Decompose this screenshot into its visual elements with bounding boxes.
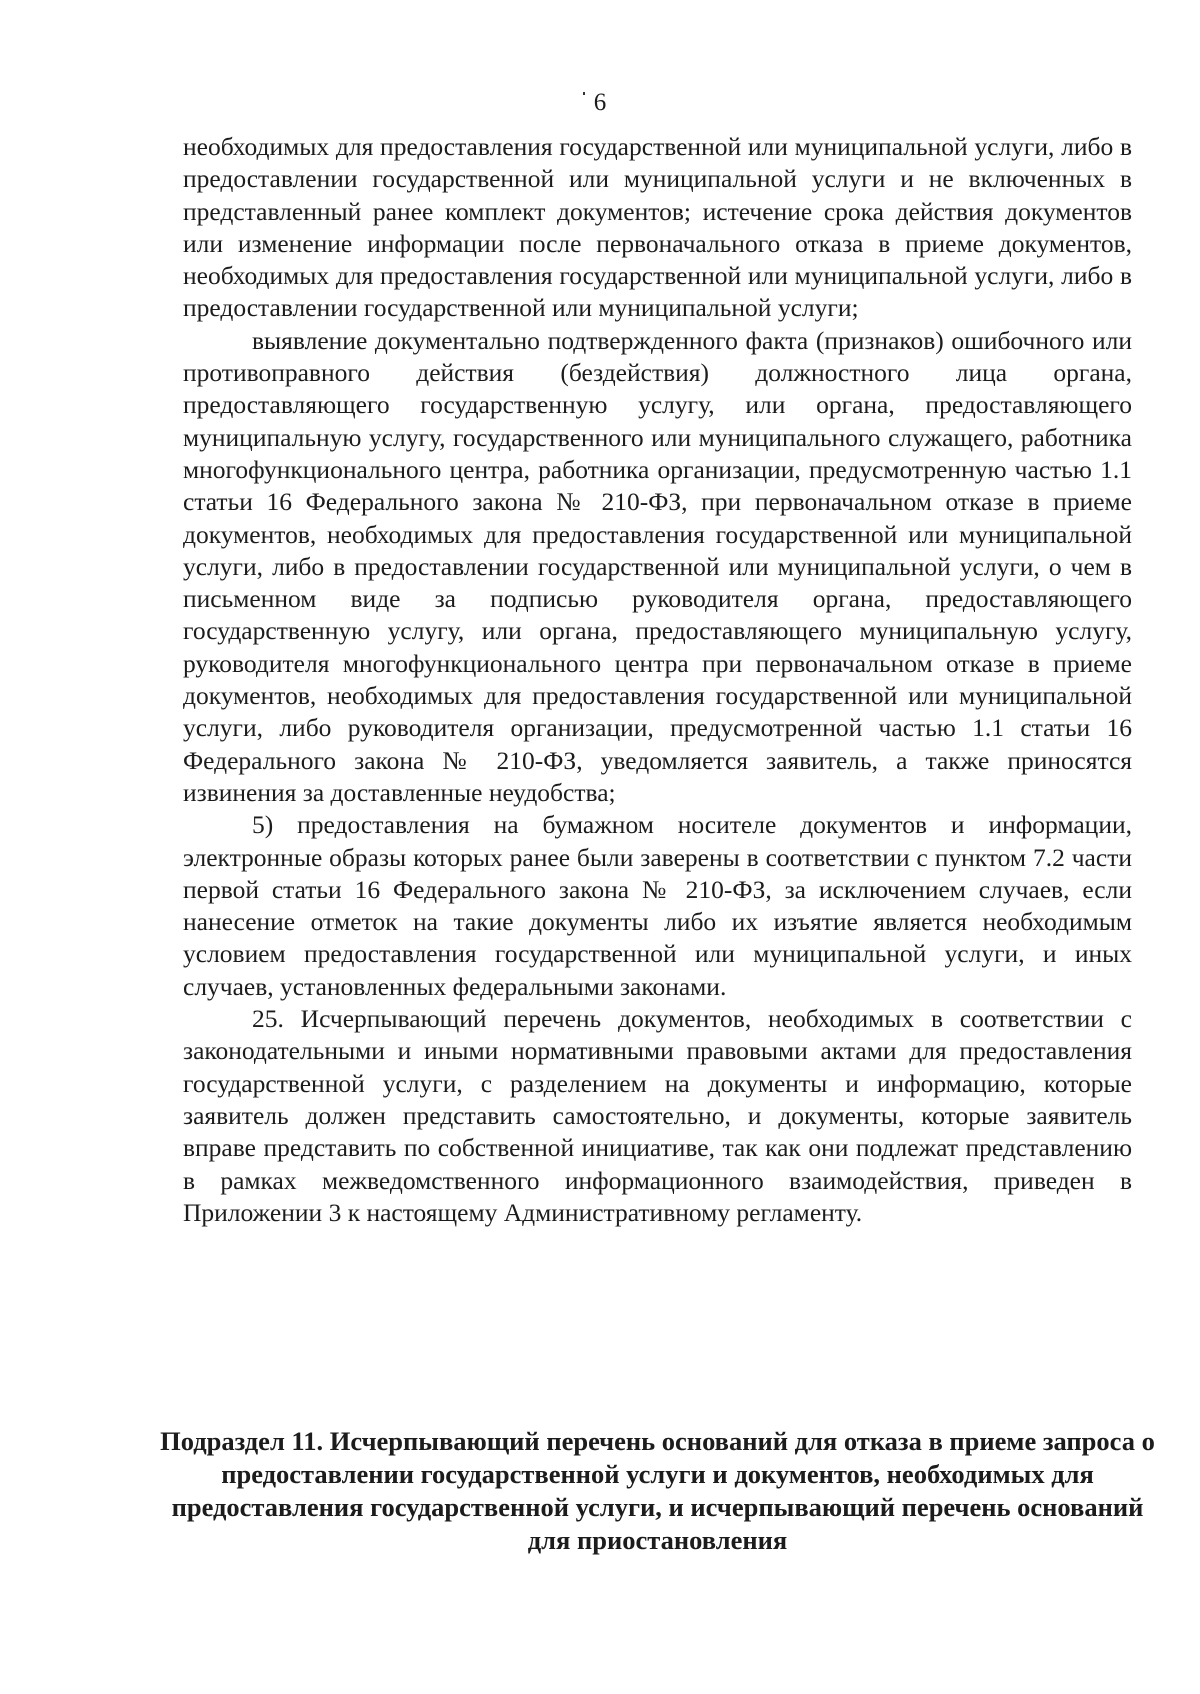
paragraph-item-5: 5) предоставления на бумажном носителе документов и информации, электронные образы которых ранее были заверены в соответствии с пунктом 7.2 части первой статьи 16 Федерального закона № 210-ФЗ, за исключением случаев, если нанесение отметок на такие документы либо их изъятие является необходимым условием предоставления государственной или муниципальной услуги, и иных случаев, установленных федеральными законами. <box>183 810 1132 1001</box>
paragraph-error-detection: выявление документально подтвержденного факта (признаков) ошибочного или противоправного действия (бездействия) должностного лица органа, предоставляющего государственную услугу, или органа, предоставляющего муниципальную услугу, государственного или муниципального служащего, работника многофункционального центра, работника организации, предусмотренную частью 1.1 статьи 16 Федерального закона № 210-ФЗ, при первоначальном отказе в приеме документов, необходимых для предоставления государственной или муниципальной услуги, либо в предоставлении государственной или муниципальной услуги, о чем в письменном виде за подписью руководителя органа, предоставляющего государственную услугу, или органа, предоставляющего муниципальную услугу, руководителя многофункционального центра при первоначальном отказе в приеме документов, необходимых для предоставления государственной или муниципальной услуги, либо руководителя организации, предусмотренной частью 1.1 статьи 16 Федерального закона № 210-ФЗ, уведомляется заявитель, а также приносятся извинения за доставленные неудобства; <box>183 325 1132 807</box>
scan-speck <box>583 92 585 95</box>
paragraph-continuation: необходимых для предоставления государственной или муниципальной услуги, либо в предоставлении государственной или муниципальной услуги и не включенных в представленный ранее комплект документов; истечение срока действия документов или изменение информации после первоначального отказа в приеме документов, необходимых для предоставления государственной или муниципальной услуги, либо в предоставлении государственной или муниципальной услуги; <box>183 132 1132 323</box>
subsection-heading: Подраздел 11. Исчерпывающий перечень оснований для отказа в приеме запроса о предоставлении государственной услуги и документов, необходимых для предоставления государственной услуги, и исчерпывающий перечень оснований для приостановления <box>160 1426 1155 1555</box>
page-number: 6 <box>593 89 607 116</box>
body-text <box>183 131 1132 1229</box>
paragraph-item-25: 25. Исчерпывающий перечень документов, необходимых в соответствии с законодательными и иными нормативными правовыми актами для предоставления государственной услуги, с разделением на документы и информацию, которые заявитель должен представить самостоятельно, и документы, которые заявитель вправе представить по собственной инициативе, так как они подлежат представлению в рамках межведомственного информационного взаимодействия, приведен в Приложении 3 к настоящему Административному регламенту. <box>183 1004 1132 1227</box>
